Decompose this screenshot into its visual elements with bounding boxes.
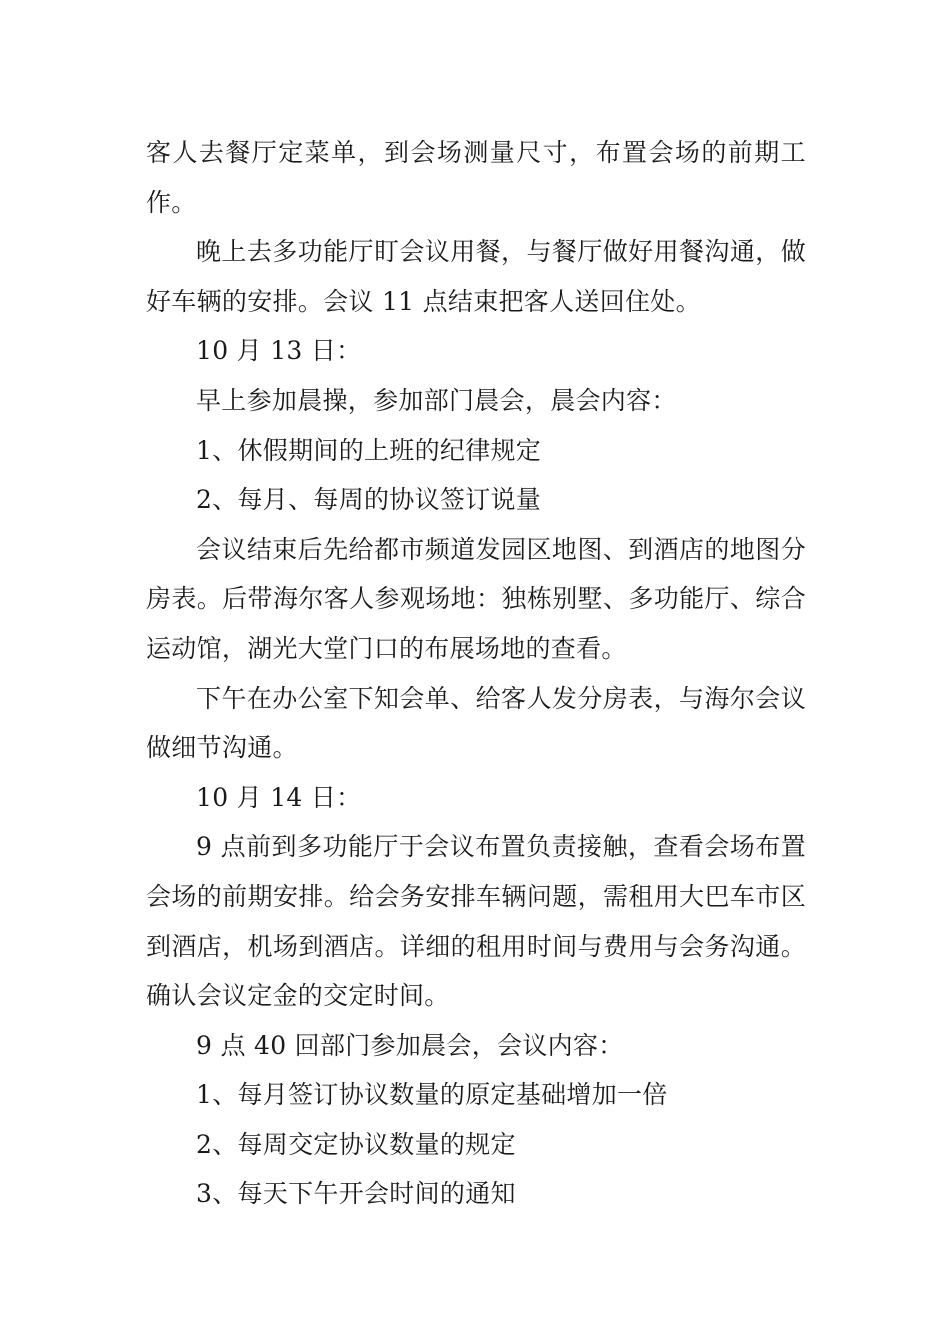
document-body <box>146 128 806 1219</box>
paragraph: 下午在办公室下知会单、给客人发分房表，与海尔会议做细节沟通。 <box>146 683 806 763</box>
paragraph: 9 点前到多功能厅于会议布置负责接触，查看会场布置会场的前期安排。给会务安排车辆问题，需租用大巴车市区到酒店，机场到酒店。详细的租用时间与费用与会务沟通。确认会议定金的交定时间。 <box>146 832 806 1011</box>
list-item: 2、每周交定协议数量的规定 <box>196 1129 516 1159</box>
date-heading: 10 月 13 日： <box>196 336 362 366</box>
paragraph: 客人去餐厅定菜单，到会场测量尺寸，布置会场的前期工作。 <box>146 138 806 217</box>
paragraph: 晚上去多功能厅盯会议用餐，与餐厅做好用餐沟通，做好车辆的安排。会议 11 点结束把客人送回住处。 <box>146 237 806 316</box>
date-heading: 10 月 14 日： <box>196 782 362 812</box>
paragraph: 9 点 40 回部门参加晨会，会议内容： <box>196 1030 624 1060</box>
paragraph: 会议结束后先给都市频道发园区地图、到酒店的地图分房表。后带海尔客人参观场地：独栋别墅、多功能厅、综合运动馆，湖光大堂门口的布展场地的查看。 <box>146 534 806 663</box>
list-item: 1、每月签订协议数量的原定基础增加一倍 <box>196 1080 668 1110</box>
paragraph: 早上参加晨操，参加部门晨会，晨会内容： <box>196 385 677 415</box>
list-item: 2、每月、每周的协议签订说量 <box>196 485 542 515</box>
list-item: 1、休假期间的上班的纪律规定 <box>196 435 542 465</box>
list-item: 3、每天下午开会时间的通知 <box>196 1179 516 1209</box>
